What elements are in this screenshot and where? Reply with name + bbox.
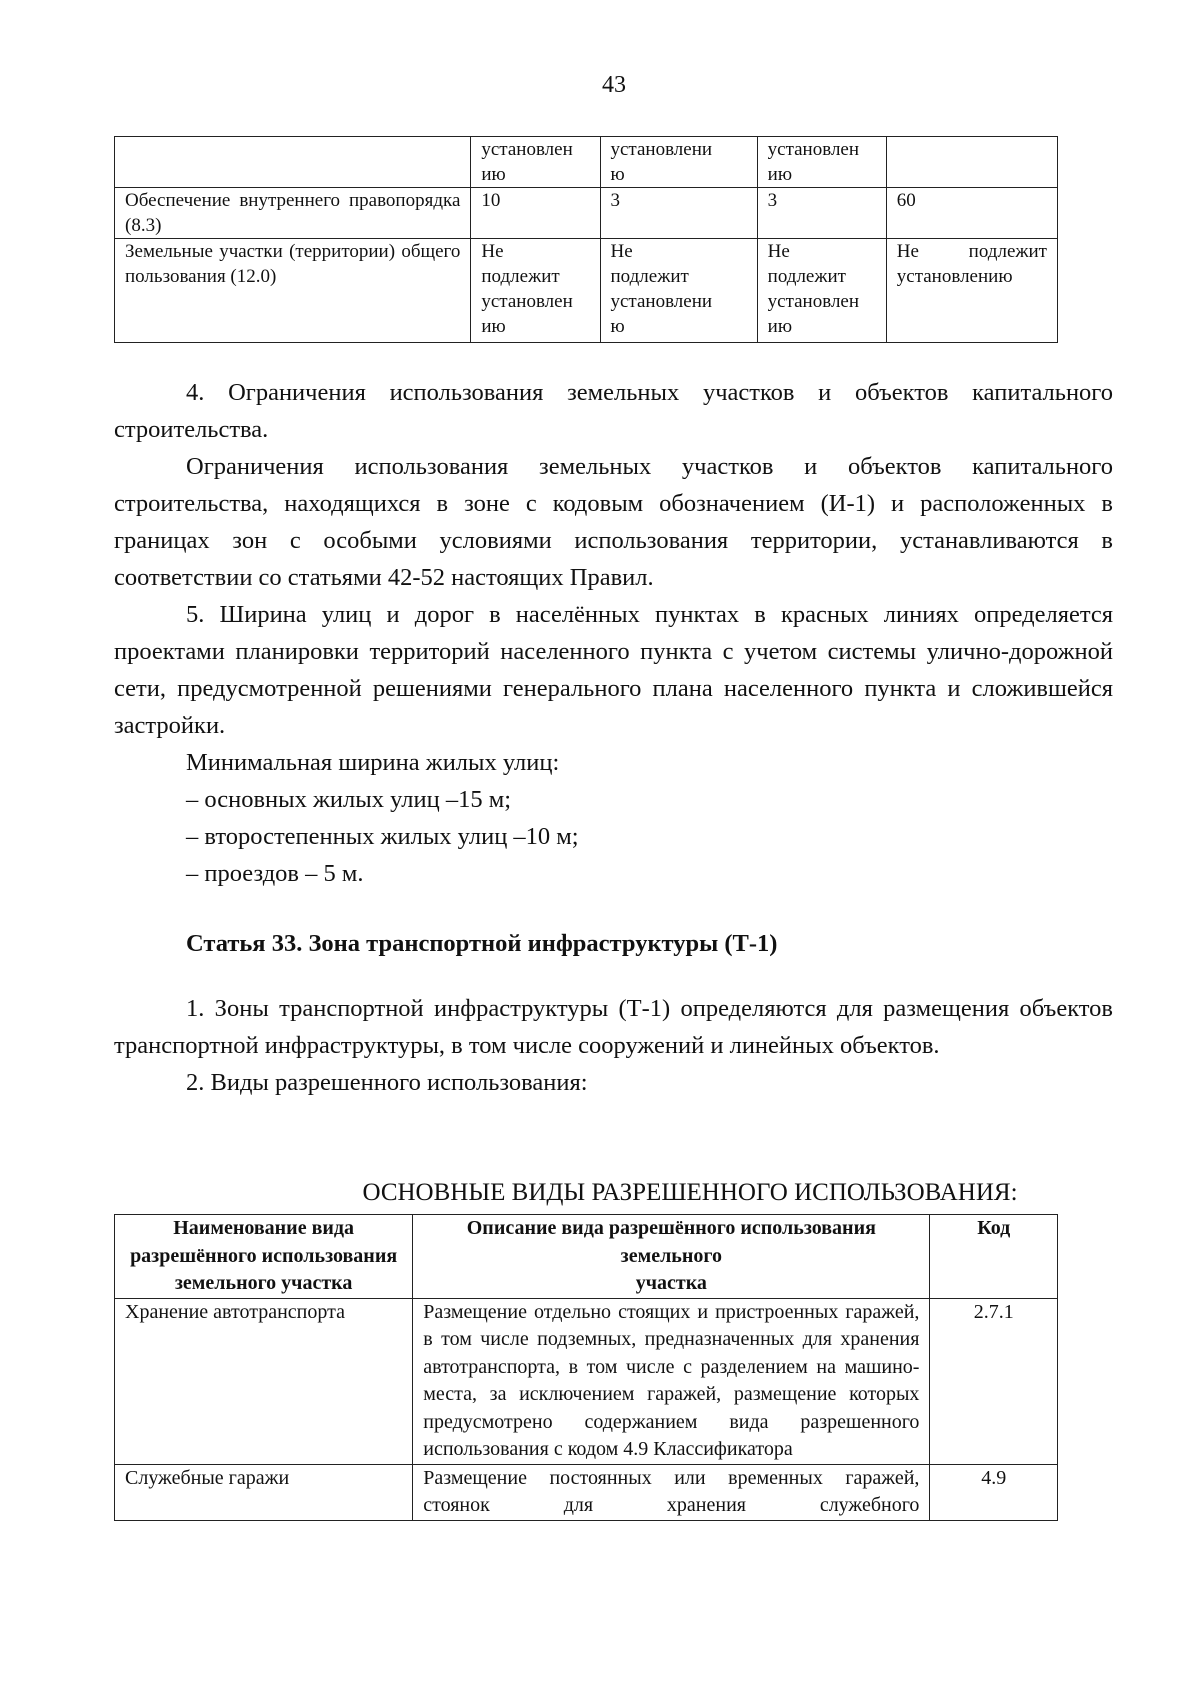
table-cell: установлени ю bbox=[600, 137, 757, 188]
paragraph-4: 4. Ограничения использования земельных участков и объектов капитального строительства. bbox=[114, 379, 1113, 443]
table-cell: 60 bbox=[886, 188, 1057, 239]
table-cell: Не подлежит установлени ю bbox=[600, 239, 757, 343]
table-cell: Не подлежит установлению bbox=[886, 239, 1057, 343]
table-row bbox=[115, 1464, 1058, 1520]
table-cell: Обеспечение внутреннего правопорядка (8.3) bbox=[115, 188, 471, 239]
table-row bbox=[115, 188, 1058, 239]
list-item: – основных жилых улиц –15 м; bbox=[186, 786, 512, 813]
list-item: – проездов – 5 м. bbox=[186, 860, 364, 887]
article-paragraph-1: 1. Зоны транспортной инфраструктуры (Т-1) определяются для размещения объектов транспортной инфраструктуры, в том числе сооружений и линейных объектов. bbox=[114, 995, 1113, 1059]
table-header-row bbox=[115, 1215, 1058, 1299]
table-cell: Хранение автотранспорта bbox=[115, 1298, 413, 1464]
table-cell: Земельные участки (территории) общего пользования (12.0) bbox=[115, 239, 471, 343]
table-cell: Размещение постоянных или временных гаражей, стоянок для хранения служебного bbox=[413, 1464, 930, 1520]
page-number: 43 bbox=[602, 72, 626, 98]
table-cell: 3 bbox=[757, 188, 886, 239]
table-cell: установлен ию bbox=[757, 137, 886, 188]
article-paragraph-2: 2. Виды разрешенного использования: bbox=[186, 1069, 588, 1096]
table-cell: Размещение отдельно стоящих и пристроенных гаражей, в том числе подземных, предназначенных для хранения автотранспорта, в том числе с разделением на машино-места, за исключением гаражей, размещение которых предусмотрено содержанием вида разрешенного использования с кодом 4.9 Классификатора bbox=[413, 1298, 930, 1464]
restrictions-section bbox=[114, 374, 1113, 892]
table-cell: 10 bbox=[471, 188, 600, 239]
column-header: Описание вида разрешённого использования земельного участка bbox=[413, 1215, 930, 1299]
permitted-uses-table bbox=[114, 1214, 1058, 1521]
table-cell: 3 bbox=[600, 188, 757, 239]
table-cell: 4.9 bbox=[930, 1464, 1058, 1520]
article-section bbox=[114, 990, 1113, 1101]
table-cell: Не подлежит установлен ию bbox=[471, 239, 600, 343]
min-width-label: Минимальная ширина жилых улиц: bbox=[186, 749, 560, 776]
table-row bbox=[115, 239, 1058, 343]
top-table bbox=[114, 136, 1058, 343]
table-cell bbox=[115, 137, 471, 188]
article-heading: Статья 33. Зона транспортной инфраструктуры (Т-1) bbox=[186, 930, 778, 957]
table-cell: Не подлежит установлен ию bbox=[757, 239, 886, 343]
table-row bbox=[115, 1298, 1058, 1464]
list-item: – второстепенных жилых улиц –10 м; bbox=[186, 823, 579, 850]
column-header: Наименование вида разрешённого использования земельного участка bbox=[115, 1215, 413, 1299]
table-cell: установлен ию bbox=[471, 137, 600, 188]
paragraph-5: 5. Ширина улиц и дорог в населённых пунктах в красных линиях определяется проектами планировки территорий населенного пункта с учетом системы улично-дорожной сети, предусмотренной решениями генерального плана населенного пункта и сложившейся застройки. bbox=[114, 601, 1113, 739]
paragraph-4a: Ограничения использования земельных участков и объектов капитального строительства, находящихся в зоне с кодовым обозначением (И-1) и расположенных в границах зон с особыми условиями использования территории, устанавливаются в соответствии со статьями 42-52 настоящих Правил. bbox=[114, 453, 1113, 591]
table-row bbox=[115, 137, 1058, 188]
table-cell: 2.7.1 bbox=[930, 1298, 1058, 1464]
table-cell bbox=[886, 137, 1057, 188]
table-cell: Служебные гаражи bbox=[115, 1464, 413, 1520]
column-header: Код bbox=[930, 1215, 1058, 1299]
table-caption: ОСНОВНЫЕ ВИДЫ РАЗРЕШЕННОГО ИСПОЛЬЗОВАНИЯ: bbox=[362, 1179, 1018, 1206]
